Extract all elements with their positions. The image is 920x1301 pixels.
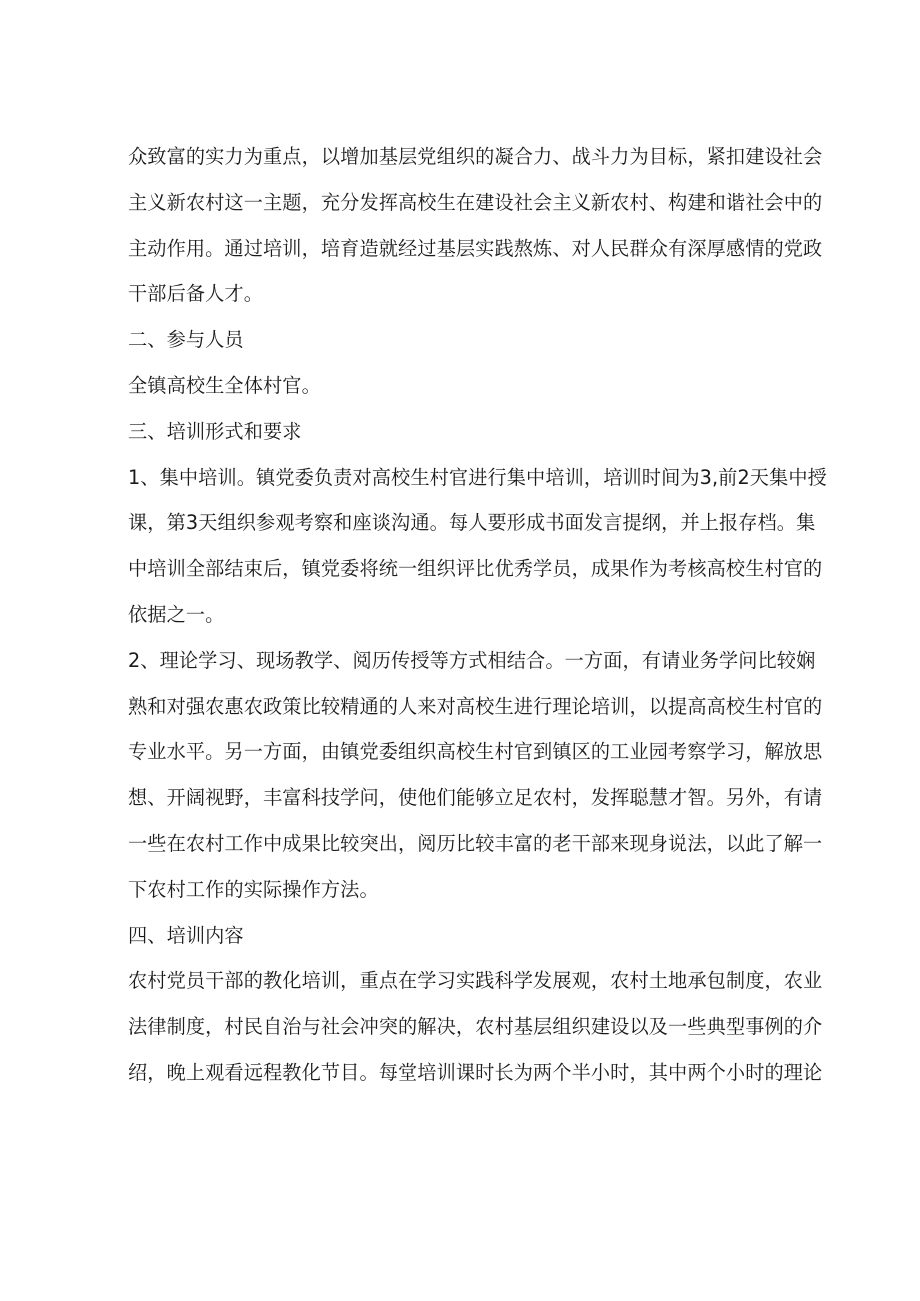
text-line: 绍，晚上观看远程教化节目。每堂培训课时长为两个半小时，其中两个小时的理论	[128, 1060, 823, 1084]
heading-line: 三、培训形式和要求	[128, 419, 302, 443]
text-line: 依据之一。	[128, 602, 225, 626]
paragraph-purpose-continued	[128, 134, 823, 317]
text-line: 下农村工作的实际操作方法。	[128, 877, 379, 901]
text-line: 主动作用。通过培训，培育造就经过基层实践熬炼、对人民群众有深厚感情的党政	[128, 236, 823, 260]
text-line: 农村党员干部的教化培训，重点在学习实践科学发展观，农村土地承包制度，农业	[128, 969, 823, 993]
paragraph-participants	[128, 363, 796, 409]
heading-line: 二、参与人员	[128, 328, 244, 352]
text-line: 1、集中培训。镇党委负责对高校生村官进行集中培训，培训时间为3,前2天集中授	[128, 465, 827, 489]
paragraph-format-1	[128, 455, 827, 638]
text-line: 想、开阔视野，丰富科技学问，使他们能够立足农村，发挥聪慧才智。另外，有请	[128, 786, 823, 810]
text-line: 众致富的实力为重点，以增加基层党组织的凝合力、战斗力为目标，紧扣建设社会	[128, 145, 823, 168]
paragraph-format-2	[128, 638, 823, 913]
text-line: 中培训全部结束后，镇党委将统一组织评比优秀学员，成果作为考核高校生村官的	[128, 557, 823, 581]
text-line: 全镇高校生全体村官。	[128, 373, 321, 397]
document-page	[128, 134, 827, 1096]
text-line: 熟和对强农惠农政策比较精通的人来对高校生进行理论培训，以提高高校生村官的	[128, 694, 823, 718]
text-line: 一些在农村工作中成果比较突出，阅历比较丰富的老干部来现身说法，以此了解一	[128, 831, 823, 855]
text-line: 课，第3天组织参观考察和座谈沟通。每人要形成书面发言提纲，并上报存档。集	[128, 511, 816, 535]
text-line: 法律制度，村民自治与社会冲突的解决，农村基层组织建设以及一些典型事例的介	[128, 1015, 823, 1039]
text-line: 主义新农村这一主题，充分发挥高校生在建设社会主义新农村、构建和谐社会中的	[128, 190, 823, 214]
paragraph-content	[128, 958, 823, 1095]
section-heading-participants	[128, 317, 796, 363]
text-line: 专业水平。另一方面，由镇党委组织高校生村官到镇区的工业园考察学习，解放思	[128, 740, 823, 764]
section-heading-content	[128, 913, 796, 959]
text-line: 干部后备人才。	[128, 282, 264, 306]
section-heading-format	[128, 409, 796, 455]
heading-line: 四、培训内容	[128, 923, 244, 947]
text-line: 2、理论学习、现场教学、阅历传授等方式相结合。一方面，有请业务学问比较娴	[128, 648, 816, 672]
